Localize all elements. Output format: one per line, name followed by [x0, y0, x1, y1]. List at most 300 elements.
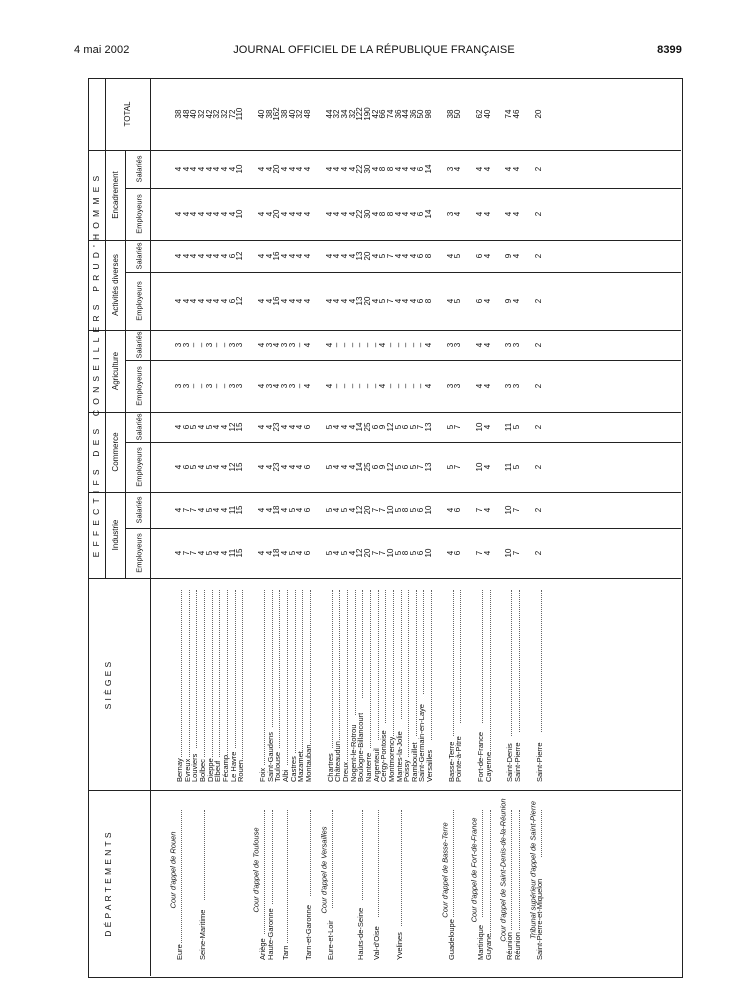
value-cell: 3 — [445, 211, 455, 217]
value-cell: 4 — [324, 211, 334, 217]
value-cell: 7 — [416, 424, 426, 430]
value-cell: 4 — [408, 298, 418, 304]
value-cell: 4 — [475, 342, 485, 348]
value-cell: – — [385, 383, 395, 389]
value-cell: 4 — [256, 424, 266, 430]
value-cell: 9 — [378, 424, 388, 430]
leader-dots — [332, 590, 333, 748]
value-cell: 10 — [504, 548, 514, 558]
leader-dots — [423, 590, 424, 694]
section-header-1: Commerce — [111, 432, 120, 472]
value-cell: 4 — [196, 211, 206, 217]
value-cell: 5 — [393, 507, 403, 513]
value-cell: – — [189, 342, 199, 348]
value-cell: 25 — [362, 462, 372, 472]
value-cell: 4 — [189, 166, 199, 172]
leader-dots — [511, 590, 512, 736]
siege-label: Nogent-le-Rotrou — [348, 724, 358, 782]
leader-dots — [332, 810, 333, 908]
siege-label: Châteaudun — [333, 741, 343, 782]
value-cell: 12 — [355, 505, 365, 515]
departements-header: DÉPARTEMENTS — [102, 829, 113, 937]
value-cell: 4 — [256, 253, 266, 259]
departement-label: Val-d'Oise — [371, 926, 381, 960]
value-cell: 4 — [189, 253, 199, 259]
header-date: 4 mai 2002 — [74, 44, 130, 56]
leader-dots — [287, 590, 288, 765]
value-cell: 8 — [424, 298, 434, 304]
value-cell: 9 — [504, 298, 514, 304]
value-cell: 5 — [339, 507, 349, 513]
value-cell: 5 — [393, 550, 403, 556]
value-cell: 4 — [272, 342, 282, 348]
value-cell: 10 — [475, 422, 485, 432]
value-cell: 6 — [370, 464, 380, 470]
value-cell: 4 — [339, 166, 349, 172]
value-cell: 4 — [219, 424, 229, 430]
value-cell: 4 — [482, 253, 492, 259]
value-cell: 7 — [453, 424, 463, 430]
value-cell: 4 — [295, 424, 305, 430]
value-cell: 7 — [378, 550, 388, 556]
value-cell: 4 — [475, 166, 485, 172]
value-cell: – — [339, 342, 349, 348]
value-cell: 4 — [482, 507, 492, 513]
total-cell: 42 — [204, 109, 214, 119]
leader-dots — [378, 590, 379, 740]
leader-dots — [264, 810, 265, 934]
value-cell: 10 — [424, 548, 434, 558]
siege-label: Fécamp — [220, 754, 230, 782]
leader-dots — [453, 590, 454, 736]
value-cell: 4 — [302, 211, 312, 217]
total-cell: 44 — [401, 109, 411, 119]
siege-label: Fort-de-France — [476, 731, 486, 782]
leader-dots — [393, 590, 394, 736]
value-cell: 11 — [504, 462, 514, 472]
value-cell: 4 — [445, 298, 455, 304]
value-cell: 4 — [302, 253, 312, 259]
value-cell: 9 — [378, 464, 388, 470]
value-cell: 4 — [302, 383, 312, 389]
value-cell: 3 — [181, 342, 191, 348]
value-cell: 4 — [295, 507, 305, 513]
siege-label: Toulouse — [273, 751, 283, 782]
value-cell: 3 — [287, 383, 297, 389]
value-cell: 5 — [445, 424, 455, 430]
value-cell: 5 — [324, 550, 334, 556]
value-cell: 4 — [287, 424, 297, 430]
value-cell: 4 — [408, 253, 418, 259]
value-cell: 5 — [408, 424, 418, 430]
siege-label: Bolbec — [197, 759, 207, 782]
value-cell: 7 — [512, 550, 522, 556]
leader-dots — [227, 590, 228, 757]
value-cell: 4 — [264, 424, 274, 430]
value-cell: 4 — [324, 342, 334, 348]
value-cell: 3 — [264, 342, 274, 348]
value-cell: 6 — [181, 464, 191, 470]
value-cell: 6 — [416, 507, 426, 513]
leader-dots — [347, 590, 348, 761]
value-cell: 4 — [393, 253, 403, 259]
leader-dots — [310, 810, 311, 896]
value-cell: 5 — [204, 424, 214, 430]
rule-horizontal — [88, 330, 681, 331]
value-cell: 8 — [401, 550, 411, 556]
value-cell: 14 — [355, 462, 365, 472]
total-cell: 46 — [512, 109, 522, 119]
value-cell: 4 — [512, 253, 522, 259]
value-cell: – — [212, 342, 222, 348]
rule-horizontal — [88, 492, 681, 493]
value-cell: 2 — [533, 383, 543, 389]
value-cell: 4 — [347, 253, 357, 259]
value-cell: 4 — [287, 253, 297, 259]
total-cell: 50 — [453, 109, 463, 119]
total-cell: 32 — [212, 109, 222, 119]
value-cell: 4 — [332, 166, 342, 172]
value-cell: 3 — [512, 342, 522, 348]
departement-label: Martinique — [476, 924, 486, 960]
total-cell: 40 — [189, 109, 199, 119]
value-cell: 4 — [264, 464, 274, 470]
section-header-2: Agriculture — [111, 351, 120, 391]
value-cell: 13 — [355, 296, 365, 306]
value-cell: 5 — [324, 424, 334, 430]
value-cell: 6 — [302, 550, 312, 556]
value-cell: 7 — [416, 464, 426, 470]
value-cell: 4 — [295, 298, 305, 304]
value-cell: 4 — [378, 342, 388, 348]
total-cell: 122 — [355, 107, 365, 121]
siege-label: Saint-Denis — [505, 743, 515, 782]
value-cell: – — [339, 383, 349, 389]
court-heading: Cour d'appel de Saint-Denis-de-la-Réunion — [498, 798, 508, 942]
siege-label: Boulogne-Billancourt — [356, 712, 366, 782]
value-cell: 4 — [332, 253, 342, 259]
value-cell: 13 — [355, 251, 365, 261]
value-cell: 4 — [295, 550, 305, 556]
value-cell: 4 — [475, 383, 485, 389]
value-cell: 7 — [189, 550, 199, 556]
sub-salaries: Salariés — [134, 155, 144, 183]
value-cell: 14 — [424, 209, 434, 219]
value-cell: 2 — [533, 211, 543, 217]
court-heading: Cour d'appel de Versailles — [318, 826, 328, 914]
value-cell: 4 — [401, 166, 411, 172]
siege-label: Bernay — [175, 758, 184, 782]
value-cell: 4 — [264, 253, 274, 259]
value-cell: – — [347, 383, 357, 389]
value-cell: 6 — [475, 298, 485, 304]
value-cell: 4 — [204, 211, 214, 217]
value-cell: 4 — [279, 424, 289, 430]
value-cell: 5 — [445, 464, 455, 470]
value-cell: – — [408, 342, 418, 348]
value-cell: 4 — [256, 166, 266, 172]
value-cell: 4 — [401, 253, 411, 259]
sub-salaries: Salariés — [134, 331, 144, 359]
value-cell: 6 — [416, 550, 426, 556]
court-heading: Tribunal supérieur d'appel de Saint-Pierre — [528, 800, 537, 940]
value-cell: – — [219, 342, 229, 348]
total-cell: 48 — [302, 109, 312, 119]
value-cell: 4 — [196, 507, 206, 513]
sub-employeurs: Employeurs — [134, 447, 144, 487]
value-cell: 3 — [445, 342, 455, 348]
value-cell: 4 — [181, 298, 191, 304]
leader-dots — [482, 590, 483, 723]
departement-label: Hauts-de-Seine — [356, 907, 366, 960]
rule-horizontal — [88, 240, 681, 241]
value-cell: 6 — [181, 424, 191, 430]
sub-employeurs: Employeurs — [134, 366, 144, 406]
court-heading: Cour d'appel de Toulouse — [251, 827, 261, 913]
effectifs-group-header: EFFECTIFS DES CONSEILLERS PRUD'HOMMES — [90, 170, 101, 558]
value-cell: 4 — [181, 253, 191, 259]
value-cell: 12 — [385, 422, 395, 432]
value-cell: 4 — [174, 424, 183, 430]
value-cell: 4 — [475, 211, 485, 217]
value-cell: 4 — [287, 166, 297, 172]
value-cell: 3 — [504, 383, 514, 389]
value-cell: 4 — [287, 298, 297, 304]
siege-label: Chartres — [325, 753, 335, 782]
value-cell: 7 — [453, 464, 463, 470]
total-cell: 42 — [370, 109, 380, 119]
value-cell: 15 — [235, 422, 245, 432]
value-cell: 5 — [287, 550, 297, 556]
value-cell: 25 — [362, 422, 372, 432]
value-cell: 14 — [424, 164, 434, 174]
value-cell: 4 — [339, 253, 349, 259]
value-cell: 20 — [362, 548, 372, 558]
siege-label: Argenteuil — [371, 748, 381, 782]
leader-dots — [362, 810, 363, 900]
value-cell: 6 — [416, 298, 426, 304]
value-cell: 3 — [279, 342, 289, 348]
value-cell: – — [212, 383, 222, 389]
leader-dots — [279, 590, 280, 748]
value-cell: 4 — [212, 166, 222, 172]
departement-label: Seine-Maritime — [197, 909, 207, 960]
value-cell: 4 — [347, 298, 357, 304]
departement-label: Guadeloupe — [446, 919, 456, 960]
value-cell: 4 — [482, 550, 492, 556]
value-cell: – — [347, 342, 357, 348]
value-cell: 4 — [445, 253, 455, 259]
departement-label: Tarn — [280, 945, 290, 960]
value-cell: 6 — [227, 253, 237, 259]
total-cell: 34 — [339, 109, 349, 119]
value-cell: – — [370, 342, 380, 348]
siege-label: Evreux — [182, 758, 192, 782]
value-cell: 4 — [401, 211, 411, 217]
value-cell: 4 — [378, 383, 388, 389]
value-cell: 4 — [295, 211, 305, 217]
siege-label: Rambouillet — [409, 742, 419, 782]
section-header-0: Industrie — [111, 519, 120, 551]
value-cell: 7 — [370, 550, 380, 556]
value-cell: 7 — [385, 253, 395, 259]
value-cell: 7 — [189, 507, 199, 513]
leader-dots — [219, 590, 220, 757]
value-cell: 4 — [424, 383, 434, 389]
value-cell: 4 — [264, 507, 274, 513]
value-cell: – — [370, 383, 380, 389]
value-cell: 4 — [482, 383, 492, 389]
value-cell: 6 — [227, 298, 237, 304]
value-cell: 4 — [264, 298, 274, 304]
leader-dots — [264, 590, 265, 765]
value-cell: 6 — [475, 253, 485, 259]
value-cell: 4 — [174, 253, 183, 259]
leader-dots — [272, 590, 273, 727]
value-cell: – — [393, 383, 403, 389]
value-cell: 7 — [181, 550, 191, 556]
value-cell: 15 — [235, 505, 245, 515]
value-cell: 4 — [482, 424, 492, 430]
rule-horizontal — [125, 360, 681, 361]
value-cell: – — [332, 342, 342, 348]
siege-label: Saint-Gaudens — [265, 731, 275, 782]
court-heading: Cour d'appel de Fort-de-France — [469, 817, 479, 923]
value-cell: 3 — [227, 342, 237, 348]
total-cell: 20 — [533, 109, 543, 119]
value-cell: 4 — [219, 464, 229, 470]
value-cell: 4 — [189, 211, 199, 217]
total-cell: 32 — [332, 109, 342, 119]
value-cell: 13 — [424, 462, 434, 472]
leader-dots — [302, 590, 303, 753]
value-cell: 22 — [355, 209, 365, 219]
value-cell: 4 — [504, 166, 514, 172]
value-cell: 4 — [512, 166, 522, 172]
value-cell: 4 — [324, 166, 334, 172]
total-cell: 32 — [295, 109, 305, 119]
value-cell: 4 — [512, 211, 522, 217]
value-cell: 13 — [424, 422, 434, 432]
value-cell: – — [196, 383, 206, 389]
total-cell: 32 — [196, 109, 206, 119]
value-cell: 3 — [453, 342, 463, 348]
leader-dots — [490, 590, 491, 753]
value-cell: 3 — [204, 383, 214, 389]
value-cell: 20 — [272, 209, 282, 219]
value-cell: 3 — [204, 342, 214, 348]
value-cell: 4 — [227, 211, 237, 217]
value-cell: 7 — [475, 507, 485, 513]
leader-dots — [310, 590, 311, 744]
value-cell: 8 — [385, 166, 395, 172]
sub-salaries: Salariés — [134, 242, 144, 270]
value-cell: 4 — [264, 550, 274, 556]
value-cell: 3 — [174, 383, 183, 389]
value-cell: 4 — [302, 298, 312, 304]
value-cell: 4 — [174, 166, 183, 172]
departement-label: Ariège — [257, 938, 267, 960]
value-cell: 4 — [196, 166, 206, 172]
leader-dots — [355, 590, 356, 715]
value-cell: 5 — [393, 464, 403, 470]
departement-label: Réunion — [505, 932, 515, 960]
value-cell: 4 — [287, 211, 297, 217]
value-cell: 12 — [385, 462, 395, 472]
value-cell: 4 — [393, 166, 403, 172]
value-cell: 6 — [416, 166, 426, 172]
value-cell: – — [416, 383, 426, 389]
total-cell: 38 — [279, 109, 289, 119]
value-cell: 6 — [302, 507, 312, 513]
court-heading: Cour d'appel de Rouen — [168, 831, 178, 909]
rule-horizontal — [125, 272, 681, 273]
leader-dots — [519, 810, 520, 930]
value-cell: 2 — [533, 253, 543, 259]
leader-dots — [401, 590, 402, 719]
value-cell: 5 — [324, 464, 334, 470]
value-cell: 4 — [295, 253, 305, 259]
value-cell: 4 — [219, 253, 229, 259]
rule-vertical — [150, 78, 151, 976]
siege-label: Rouen — [236, 759, 246, 782]
value-cell: 4 — [332, 298, 342, 304]
value-cell: 7 — [385, 298, 395, 304]
total-cell: 98 — [424, 109, 434, 119]
value-cell: 4 — [264, 166, 274, 172]
value-cell: 4 — [295, 464, 305, 470]
value-cell: 4 — [196, 424, 206, 430]
value-cell: 3 — [174, 342, 183, 348]
value-cell: 4 — [256, 211, 266, 217]
total-cell: 48 — [181, 109, 191, 119]
siege-label: Albi — [280, 769, 290, 782]
value-cell: 3 — [512, 383, 522, 389]
value-cell: 6 — [401, 424, 411, 430]
value-cell: 4 — [408, 211, 418, 217]
value-cell: – — [416, 342, 426, 348]
total-cell: 38 — [445, 109, 455, 119]
siege-label: Elbeuf — [213, 760, 223, 782]
value-cell: 5 — [324, 507, 334, 513]
value-cell: 4 — [512, 298, 522, 304]
value-cell: 8 — [424, 253, 434, 259]
total-cell: 36 — [408, 109, 418, 119]
siege-label: Le Havre — [228, 751, 238, 782]
value-cell: 6 — [453, 507, 463, 513]
value-cell: – — [295, 383, 305, 389]
value-cell: 2 — [533, 342, 543, 348]
value-cell: 4 — [393, 298, 403, 304]
rule-horizontal — [125, 442, 681, 443]
siege-label: Nanterre — [363, 752, 373, 782]
value-cell: 10 — [475, 462, 485, 472]
value-cell: 4 — [482, 298, 492, 304]
rule-horizontal — [125, 188, 681, 189]
value-cell: – — [295, 342, 305, 348]
value-cell: – — [362, 342, 372, 348]
value-cell: 5 — [204, 464, 214, 470]
value-cell: 4 — [287, 464, 297, 470]
value-cell: 5 — [512, 464, 522, 470]
siege-label: Dieppe — [205, 758, 215, 782]
value-cell: 11 — [227, 548, 237, 558]
value-cell: 2 — [533, 507, 543, 513]
departement-label: Yvelines — [394, 932, 404, 960]
leader-dots — [189, 590, 190, 757]
total-cell: 74 — [385, 109, 395, 119]
siege-label: Montmorency — [386, 736, 396, 782]
